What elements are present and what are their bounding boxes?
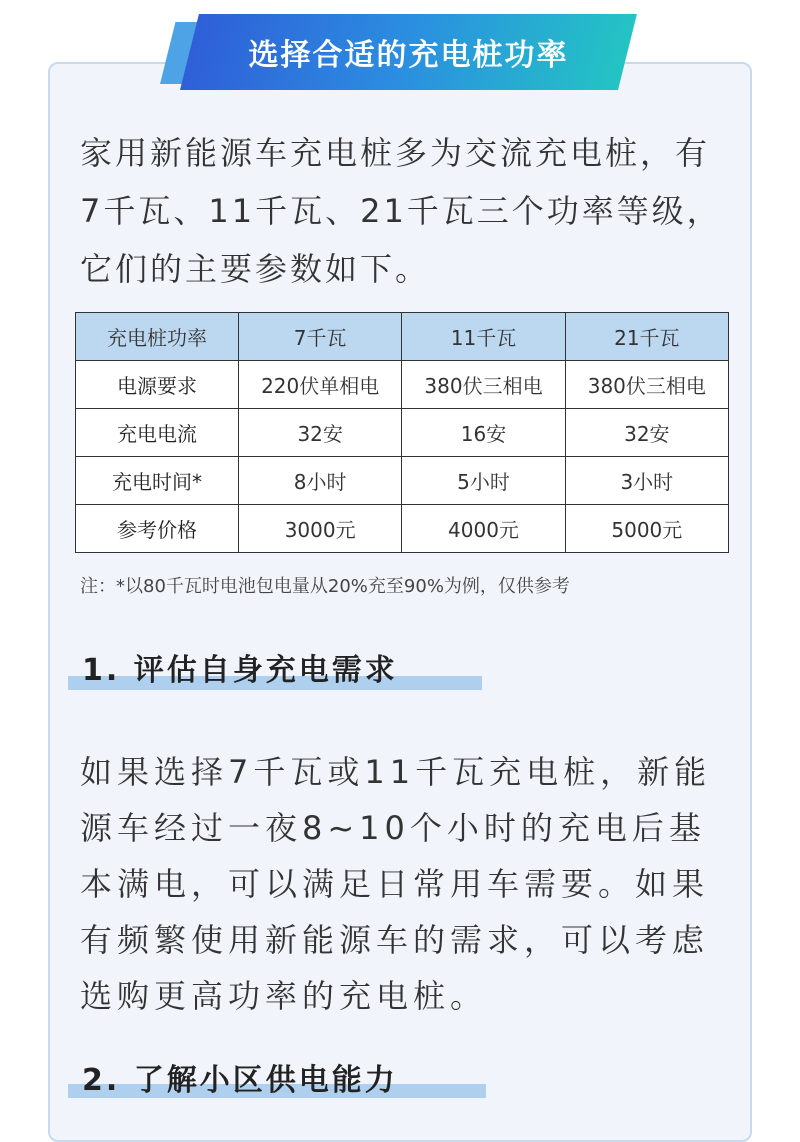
banner-background: [180, 14, 637, 90]
table-cell: 32安: [565, 409, 728, 457]
table-row: [76, 409, 729, 457]
table-footnote: 注：*以80千瓦时电池包电量从20%充至90%为例，仅供参考: [80, 576, 570, 597]
title-banner: [160, 14, 620, 92]
table-header-cell: 21千瓦: [565, 313, 728, 361]
row-label: 充电电流: [76, 409, 239, 457]
banner-title: 选择合适的充电桩功率: [248, 38, 569, 73]
table-cell: 380伏三相电: [565, 361, 728, 409]
table-cell: 16安: [402, 409, 565, 457]
table-cell: 3小时: [565, 457, 728, 505]
section1-paragraph: 如果选择7千瓦或11千瓦充电桩，新能源车经过一夜8~10个小时的充电后基本满电，可以满足日常用车需要。如果有频繁使用新能源车的需求，可以考虑选购更高功率的充电桩。: [80, 753, 712, 1015]
table-header-row: [76, 313, 729, 361]
row-label: 参考价格: [76, 505, 239, 553]
row-label: 电源要求: [76, 361, 239, 409]
table-cell: 32安: [239, 409, 402, 457]
table-header-cell: 充电桩功率: [76, 313, 239, 361]
table-cell: 5小时: [402, 457, 565, 505]
intro-paragraph: 家用新能源车充电桩多为交流充电桩，有7千瓦、11千瓦、21千瓦三个功率等级，它们的主要参数如下。: [80, 134, 722, 288]
table-row: [76, 361, 729, 409]
table-row: [76, 457, 729, 505]
section2-title: 2. 了解小区供电能力: [82, 1063, 398, 1098]
table-header-cell: 7千瓦: [239, 313, 402, 361]
table-cell: 220伏单相电: [239, 361, 402, 409]
table-cell: 8小时: [239, 457, 402, 505]
table-header-cell: 11千瓦: [402, 313, 565, 361]
table-row: [76, 505, 729, 553]
table-cell: 380伏三相电: [402, 361, 565, 409]
table-cell: 4000元: [402, 505, 565, 553]
table-cell: 3000元: [239, 505, 402, 553]
section1-title: 1. 评估自身充电需求: [82, 653, 398, 688]
charger-power-table: [75, 312, 729, 553]
table-cell: 5000元: [565, 505, 728, 553]
row-label: 充电时间*: [76, 457, 239, 505]
